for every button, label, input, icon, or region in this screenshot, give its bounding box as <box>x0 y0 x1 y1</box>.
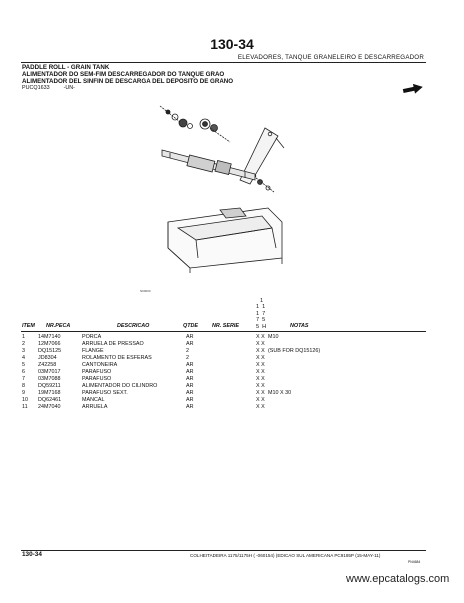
part-qty: AR <box>186 383 194 389</box>
part-item: 5 <box>22 362 25 368</box>
part-qty: AR <box>186 390 194 396</box>
footer-info: COLHEITADEIRA 1175/1175H ( -060154) (EDICAO SUL AMERICANA PC9185P (15-MAY-11) <box>190 553 381 558</box>
part-desc: ARRUELA DE PRESSAO <box>82 341 144 347</box>
part-qty: AR <box>186 362 194 368</box>
part-desc: PARAFUSO <box>82 369 112 375</box>
part-row <box>0 348 464 355</box>
col-head-serie: NR. SERIE <box>212 323 239 329</box>
part-row <box>0 341 464 348</box>
part-note: (SUB FOR DQ15126) <box>268 348 321 354</box>
page-number: 130-34 <box>210 36 254 52</box>
part-x: X X <box>256 390 265 396</box>
part-x: X X <box>256 369 265 375</box>
part-item: 1 <box>22 334 25 340</box>
part-qty: AR <box>186 376 194 382</box>
part-x: X X <box>256 341 265 347</box>
col-head-part: NR.PECA <box>46 323 71 329</box>
part-note: M10 X 30 <box>268 390 292 396</box>
part-desc: PARAFUSO SEXT. <box>82 390 128 396</box>
part-qty: AR <box>186 397 194 403</box>
drawing-reference: N00000 <box>140 289 151 293</box>
part-item: 8 <box>22 383 25 389</box>
part-desc: PORCA <box>82 334 102 340</box>
serial-number-line <box>256 324 266 330</box>
part-part: 14M7140 <box>38 334 61 340</box>
part-item: 7 <box>22 376 25 382</box>
part-qty: 2 <box>186 348 189 354</box>
part-desc: ALIMENTADOR DO CILINDRO <box>82 383 158 389</box>
part-x: X X <box>256 362 265 368</box>
part-desc: FLANGE <box>82 348 104 354</box>
serial-number-digit: 1 <box>256 310 260 317</box>
part-part: 03M7088 <box>38 376 61 382</box>
part-x: X X <box>256 348 265 354</box>
part-desc: CANTONEIRA <box>82 362 118 368</box>
part-part: 24M7040 <box>38 404 61 410</box>
part-qty: AR <box>186 369 194 375</box>
part-row <box>0 383 464 390</box>
heading-line-2: ALIMENTADOR DO SEM-FIM DESCARREGADOR DO TANQUE GRAO <box>22 71 225 78</box>
part-x: X X <box>256 355 265 361</box>
part-desc: PARAFUSO <box>82 376 112 382</box>
serial-number-header <box>256 298 266 330</box>
part-desc: ARRUELA <box>82 404 108 410</box>
part-item: 10 <box>22 397 28 403</box>
footer-code: PN4684 <box>408 560 421 564</box>
serial-number-digit: 1 <box>256 304 260 311</box>
part-row <box>0 376 464 383</box>
part-qty: 2 <box>186 355 189 361</box>
part-row <box>0 369 464 376</box>
part-qty: AR <box>186 404 194 410</box>
part-part: DQ59211 <box>38 383 61 389</box>
part-row <box>0 334 464 341</box>
part-item: 3 <box>22 348 25 354</box>
part-part: Z42258 <box>38 362 57 368</box>
part-x: X X <box>256 383 265 389</box>
direction-arrow-icon <box>402 83 424 95</box>
part-part: 19M7168 <box>38 390 61 396</box>
part-row <box>0 355 464 362</box>
part-item: 4 <box>22 355 25 361</box>
serial-number-digit: 5 <box>256 323 260 330</box>
part-x: X X <box>256 376 265 382</box>
top-rule <box>21 62 426 63</box>
part-qty: AR <box>186 334 194 340</box>
footer-page-number: 130-34 <box>22 551 42 558</box>
part-qty: AR <box>186 341 194 347</box>
part-row <box>0 404 464 411</box>
col-head-desc: DESCRICAO <box>117 323 150 329</box>
serial-number-digit: 1 <box>260 298 264 304</box>
figure-un: -UN- <box>63 85 75 91</box>
part-row <box>0 362 464 369</box>
figure-code-line <box>22 85 75 91</box>
serial-number-digit: 5 <box>262 317 266 324</box>
figure-code: PUCQ1633 <box>22 85 50 91</box>
serial-number-digit: 7 <box>256 317 260 324</box>
col-head-notes: NOTAS <box>290 323 309 329</box>
part-note: M10 <box>268 334 279 340</box>
watermark: www.epcatalogs.com <box>346 573 450 585</box>
part-row <box>0 390 464 397</box>
part-item: 2 <box>22 341 25 347</box>
part-part: DQ15125 <box>38 348 62 354</box>
part-part: JD8304 <box>38 355 57 361</box>
part-x: X X <box>256 404 265 410</box>
part-x: X X <box>256 334 265 340</box>
part-part: 03M7017 <box>38 369 61 375</box>
part-row <box>0 397 464 404</box>
part-item: 6 <box>22 369 25 375</box>
col-head-qty: QTDE <box>183 323 198 329</box>
part-desc: MANCAL <box>82 397 105 403</box>
section-title: ELEVADORES, TANQUE GRANELEIRO E DESCARREGADOR <box>237 54 424 61</box>
serial-number-digit: 7 <box>262 310 266 317</box>
bottom-rule <box>21 550 426 551</box>
header-rule <box>21 331 426 332</box>
part-item: 9 <box>22 390 25 396</box>
part-item: 11 <box>22 404 28 410</box>
serial-number-digit: H <box>262 323 267 330</box>
part-desc: ROLAMENTO DE ESFERAS <box>82 355 152 361</box>
serial-number-digit: 1 <box>262 304 266 311</box>
part-part: 12M7066 <box>38 341 61 347</box>
part-x: X X <box>256 397 265 403</box>
part-part: DQ62461 <box>38 397 62 403</box>
col-head-item: ITEM <box>22 323 35 329</box>
heading-line-3: ALIMENTADOR DEL SINFIN DE DESCARGA DEL DEPOSITO DE GRANO <box>22 78 234 85</box>
exploded-parts-drawing <box>150 98 290 278</box>
heading-line-1: PADDLE ROLL - GRAIN TANK <box>22 64 110 71</box>
